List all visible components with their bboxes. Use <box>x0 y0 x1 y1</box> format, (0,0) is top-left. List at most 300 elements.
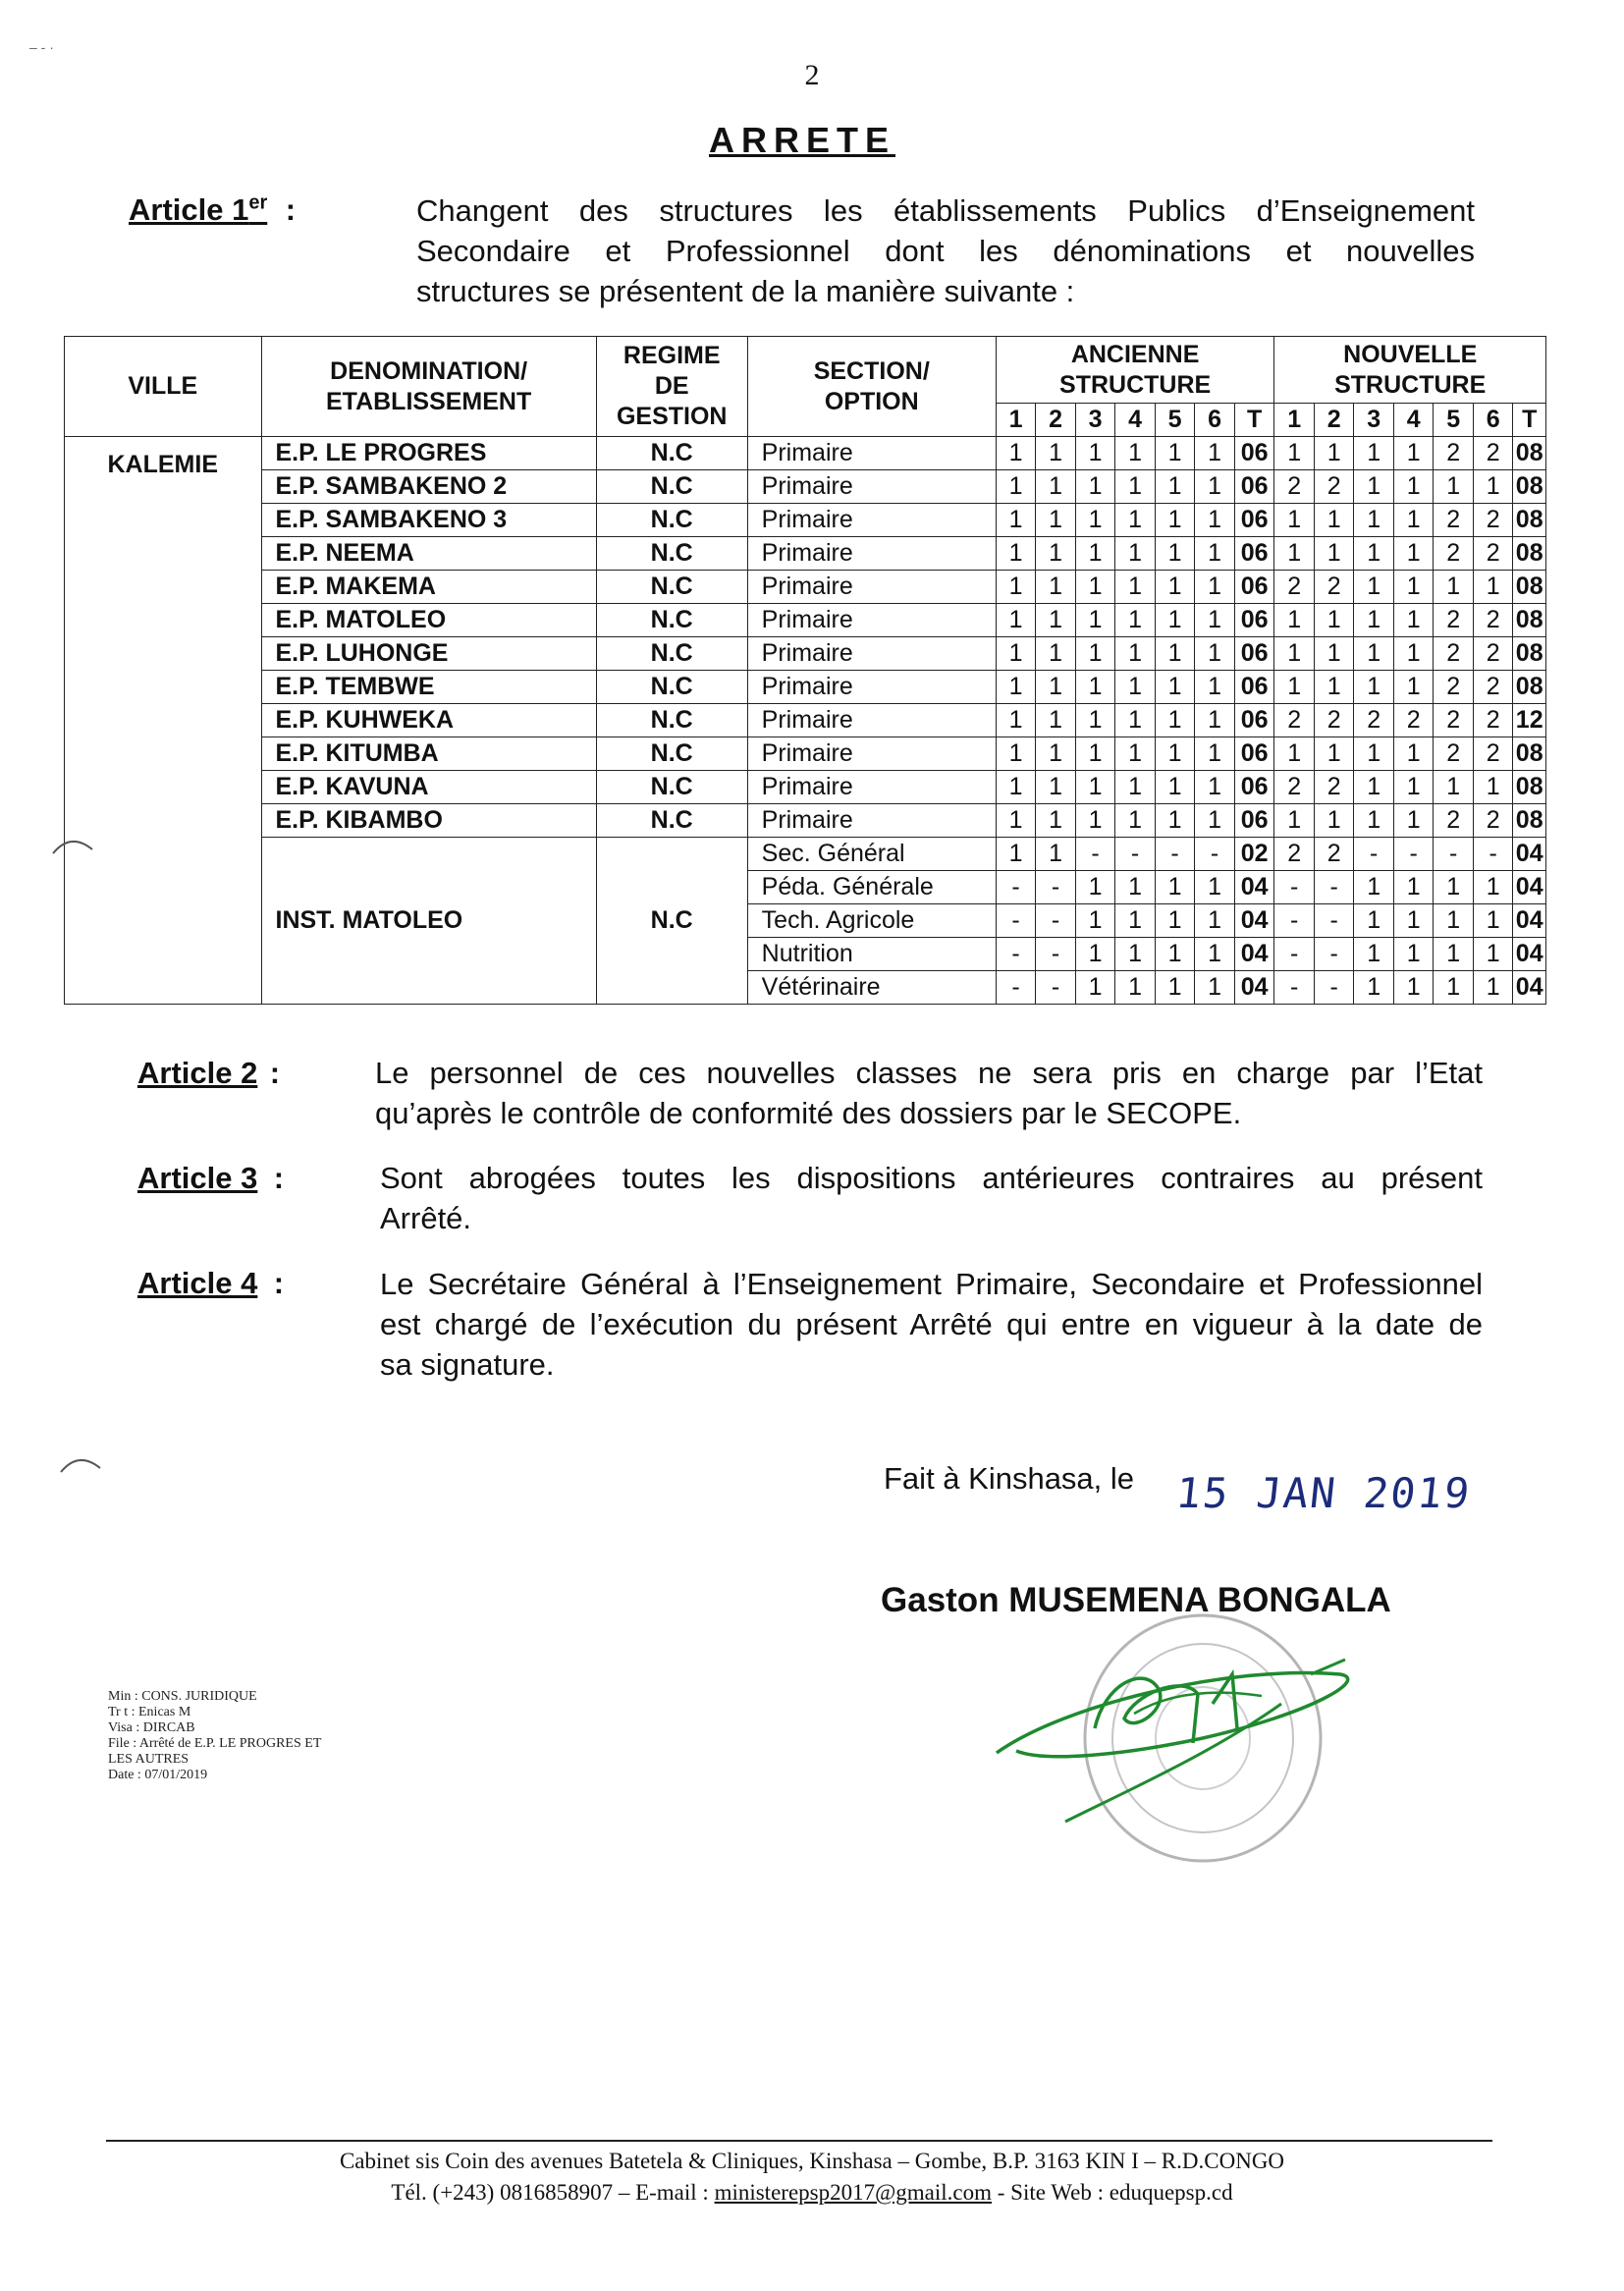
article-2-text <box>375 1053 1483 1133</box>
meta-line: Tr t : Enicas M <box>108 1705 191 1719</box>
article-4-heading <box>137 1266 284 1301</box>
old-year-5: 1 <box>1155 971 1195 1005</box>
new-year-2: 1 <box>1314 604 1354 637</box>
old-year-2: 1 <box>1036 637 1076 671</box>
old-year-3: 1 <box>1075 571 1115 604</box>
table-row <box>65 637 1546 671</box>
article-3-colon: : <box>273 1161 285 1195</box>
regime-cell: N.C <box>596 470 747 504</box>
old-year-3: 1 <box>1075 737 1115 771</box>
footer-address: Cabinet sis Coin des avenues Batetela & Cliniques, Kinshasa – Gombe, B.P. 3163 KIN I – R.D.CONGO <box>339 2149 1285 2173</box>
new-year-4: - <box>1393 838 1434 871</box>
old-year-5: 1 <box>1155 704 1195 737</box>
new-year-5: 2 <box>1434 604 1474 637</box>
new-year-2: 2 <box>1314 571 1354 604</box>
header-denomination: DENOMINATION/ ETABLISSEMENT <box>261 337 596 437</box>
old-year-2: 1 <box>1036 804 1076 838</box>
new-total: 12 <box>1513 704 1546 737</box>
new-year-1: 2 <box>1274 771 1315 804</box>
article-3-line: Sont abrogées toutes les dispositions antérieures contraires au présent <box>380 1161 1483 1195</box>
old-year-6: 1 <box>1195 671 1235 704</box>
section-cell: Primaire <box>747 671 996 704</box>
establishment-name: E.P. KITUMBA <box>261 737 596 771</box>
new-year-3: 1 <box>1354 637 1394 671</box>
old-year-5: 1 <box>1155 537 1195 571</box>
old-year-5: 1 <box>1155 637 1195 671</box>
new-year-3: 2 <box>1354 704 1394 737</box>
old-year-1: 1 <box>996 504 1036 537</box>
old-year-1: 1 <box>996 704 1036 737</box>
new-total: 08 <box>1513 771 1546 804</box>
ancienne-col-4: 4 <box>1115 404 1156 437</box>
new-year-1: 1 <box>1274 437 1315 470</box>
new-total: 08 <box>1513 804 1546 838</box>
option-cell: Tech. Agricole <box>747 904 996 938</box>
new-year-3: 1 <box>1354 571 1394 604</box>
old-year-4: - <box>1115 838 1156 871</box>
structures-table <box>64 336 1546 1005</box>
old-year-3: 1 <box>1075 804 1115 838</box>
old-year-4: 1 <box>1115 637 1156 671</box>
establishment-name: E.P. NEEMA <box>261 537 596 571</box>
old-year-6: 1 <box>1195 604 1235 637</box>
old-year-2: 1 <box>1036 737 1076 771</box>
new-year-4: 1 <box>1393 971 1434 1005</box>
new-year-2: 1 <box>1314 804 1354 838</box>
regime-cell: N.C <box>596 804 747 838</box>
article-2-line: qu’après le contrôle de conformité des dossiers par le SECOPE. <box>375 1096 1242 1130</box>
establishment-name: E.P. LE PROGRES <box>261 437 596 470</box>
old-year-1: 1 <box>996 737 1036 771</box>
new-year-4: 1 <box>1393 571 1434 604</box>
meta-line: Min : CONS. JURIDIQUE <box>108 1689 257 1704</box>
new-year-6: 2 <box>1473 604 1513 637</box>
meta-line: Date : 07/01/2019 <box>108 1768 208 1782</box>
article-3-heading <box>137 1161 284 1196</box>
section-cell: Primaire <box>747 470 996 504</box>
nouvelle-col-2: 2 <box>1314 404 1354 437</box>
old-year-1: 1 <box>996 637 1036 671</box>
old-year-4: 1 <box>1115 871 1156 904</box>
regime-cell: N.C <box>596 704 747 737</box>
new-year-2: - <box>1314 904 1354 938</box>
article-1-line: Secondaire et Professionnel dont les dénominations et nouvelles <box>416 234 1475 268</box>
table-row <box>65 737 1546 771</box>
old-year-3: - <box>1075 838 1115 871</box>
new-year-5: 1 <box>1434 938 1474 971</box>
establishment-name: E.P. KUHWEKA <box>261 704 596 737</box>
old-year-1: 1 <box>996 671 1036 704</box>
nouvelle-col-1: 1 <box>1274 404 1315 437</box>
new-year-3: 1 <box>1354 938 1394 971</box>
new-year-1: 1 <box>1274 504 1315 537</box>
old-year-6: 1 <box>1195 938 1235 971</box>
table-row <box>65 470 1546 504</box>
new-year-5: 2 <box>1434 704 1474 737</box>
nouvelle-col-6: 6 <box>1473 404 1513 437</box>
stamp-date: 15 JAN 2019 <box>1173 1469 1474 1517</box>
old-year-6: 1 <box>1195 737 1235 771</box>
old-total: 06 <box>1234 470 1274 504</box>
new-year-4: 1 <box>1393 604 1434 637</box>
new-total: 08 <box>1513 537 1546 571</box>
old-year-2: 1 <box>1036 437 1076 470</box>
new-year-3: 1 <box>1354 804 1394 838</box>
old-year-2: 1 <box>1036 470 1076 504</box>
old-year-2: 1 <box>1036 504 1076 537</box>
meta-line: LES AUTRES <box>108 1752 189 1767</box>
old-year-6: 1 <box>1195 904 1235 938</box>
old-year-3: 1 <box>1075 704 1115 737</box>
regime-cell: N.C <box>596 637 747 671</box>
table-row <box>65 504 1546 537</box>
old-year-4: 1 <box>1115 904 1156 938</box>
new-year-4: 1 <box>1393 804 1434 838</box>
new-year-3: 1 <box>1354 470 1394 504</box>
new-year-4: 1 <box>1393 470 1434 504</box>
new-year-2: 1 <box>1314 671 1354 704</box>
section-cell: Primaire <box>747 604 996 637</box>
old-year-5: - <box>1155 838 1195 871</box>
new-year-6: 1 <box>1473 971 1513 1005</box>
new-year-3: 1 <box>1354 871 1394 904</box>
new-year-4: 1 <box>1393 671 1434 704</box>
old-year-1: 1 <box>996 804 1036 838</box>
new-year-6: 2 <box>1473 637 1513 671</box>
new-year-4: 1 <box>1393 871 1434 904</box>
old-year-6: 1 <box>1195 437 1235 470</box>
article-1-label: Article 1er <box>129 192 268 228</box>
footer-divider <box>106 2140 1492 2142</box>
table-row <box>65 604 1546 637</box>
old-year-5: 1 <box>1155 571 1195 604</box>
header-section: SECTION/ OPTION <box>747 337 996 437</box>
article-1-line: Changent des structures les établissements Publics d’Enseignement <box>416 193 1475 228</box>
new-year-1: 1 <box>1274 671 1315 704</box>
new-year-1: 2 <box>1274 838 1315 871</box>
old-year-3: 1 <box>1075 604 1115 637</box>
old-total: 06 <box>1234 604 1274 637</box>
ancienne-col-T: T <box>1234 404 1274 437</box>
new-year-6: 1 <box>1473 571 1513 604</box>
old-year-5: 1 <box>1155 671 1195 704</box>
article-1-heading <box>129 192 296 228</box>
new-year-2: - <box>1314 971 1354 1005</box>
new-year-1: 1 <box>1274 604 1315 637</box>
option-cell: Sec. Général <box>747 838 996 871</box>
old-year-5: 1 <box>1155 504 1195 537</box>
new-total: 08 <box>1513 470 1546 504</box>
new-year-5: 1 <box>1434 470 1474 504</box>
old-total: 06 <box>1234 704 1274 737</box>
new-year-5: 2 <box>1434 537 1474 571</box>
old-year-4: 1 <box>1115 504 1156 537</box>
table-row <box>65 838 1546 871</box>
new-year-1: - <box>1274 904 1315 938</box>
new-year-6: 1 <box>1473 871 1513 904</box>
old-year-2: 1 <box>1036 537 1076 571</box>
new-year-6: 2 <box>1473 504 1513 537</box>
option-cell: Vétérinaire <box>747 971 996 1005</box>
article-4-line: est chargé de l’exécution du présent Arrêté qui entre en vigueur à la date de <box>380 1307 1483 1341</box>
old-year-4: 1 <box>1115 537 1156 571</box>
old-year-3: 1 <box>1075 470 1115 504</box>
old-year-4: 1 <box>1115 470 1156 504</box>
section-cell: Primaire <box>747 537 996 571</box>
regime-cell: N.C <box>596 737 747 771</box>
new-year-2: 1 <box>1314 637 1354 671</box>
place-date-text: Fait à Kinshasa, le <box>884 1461 1135 1496</box>
new-year-5: 1 <box>1434 904 1474 938</box>
article-4-line: Le Secrétaire Général à l’Enseignement Primaire, Secondaire et Professionnel <box>380 1267 1483 1301</box>
old-total: 06 <box>1234 737 1274 771</box>
old-year-4: 1 <box>1115 804 1156 838</box>
old-year-4: 1 <box>1115 737 1156 771</box>
section-cell: Primaire <box>747 804 996 838</box>
new-year-6: 1 <box>1473 470 1513 504</box>
ancienne-col-5: 5 <box>1155 404 1195 437</box>
old-year-2: - <box>1036 938 1076 971</box>
article-1-sup: er <box>248 192 268 214</box>
punch-hole-mark <box>49 830 98 859</box>
old-year-1: - <box>996 938 1036 971</box>
old-total: 02 <box>1234 838 1274 871</box>
old-year-3: 1 <box>1075 504 1115 537</box>
new-year-6: 2 <box>1473 804 1513 838</box>
new-year-6: 2 <box>1473 737 1513 771</box>
old-year-2: - <box>1036 971 1076 1005</box>
new-year-5: 2 <box>1434 804 1474 838</box>
section-cell: Primaire <box>747 571 996 604</box>
section-cell: Primaire <box>747 637 996 671</box>
new-year-4: 1 <box>1393 637 1434 671</box>
new-year-5: 1 <box>1434 871 1474 904</box>
establishment-name: E.P. MATOLEO <box>261 604 596 637</box>
new-year-3: 1 <box>1354 671 1394 704</box>
old-year-5: 1 <box>1155 737 1195 771</box>
old-year-2: 1 <box>1036 838 1076 871</box>
meta-line: File : Arrêté de E.P. LE PROGRES ET <box>108 1736 322 1751</box>
old-year-1: - <box>996 871 1036 904</box>
nouvelle-col-5: 5 <box>1434 404 1474 437</box>
regime-cell: N.C <box>596 838 747 1005</box>
header-nouvelle-structure: NOUVELLE STRUCTURE <box>1274 337 1546 404</box>
new-year-1: 2 <box>1274 470 1315 504</box>
new-year-4: 1 <box>1393 537 1434 571</box>
old-total: 06 <box>1234 804 1274 838</box>
old-total: 06 <box>1234 671 1274 704</box>
table-row <box>65 704 1546 737</box>
old-year-1: - <box>996 904 1036 938</box>
new-year-4: 1 <box>1393 737 1434 771</box>
new-year-3: 1 <box>1354 504 1394 537</box>
old-year-1: - <box>996 971 1036 1005</box>
new-year-1: - <box>1274 938 1315 971</box>
regime-cell: N.C <box>596 604 747 637</box>
old-year-1: 1 <box>996 571 1036 604</box>
old-year-3: 1 <box>1075 904 1115 938</box>
section-cell: Primaire <box>747 504 996 537</box>
old-year-5: 1 <box>1155 804 1195 838</box>
old-total: 06 <box>1234 571 1274 604</box>
article-3-label: Article 3 <box>137 1161 258 1195</box>
old-year-5: 1 <box>1155 437 1195 470</box>
old-year-2: 1 <box>1036 704 1076 737</box>
new-total: 08 <box>1513 504 1546 537</box>
new-year-6: 2 <box>1473 671 1513 704</box>
new-year-1: 1 <box>1274 537 1315 571</box>
new-year-6: - <box>1473 838 1513 871</box>
punch-hole-mark <box>57 1448 106 1478</box>
new-year-4: 1 <box>1393 904 1434 938</box>
ancienne-col-1: 1 <box>996 404 1036 437</box>
new-year-3: 1 <box>1354 437 1394 470</box>
new-total: 04 <box>1513 904 1546 938</box>
new-total: 08 <box>1513 637 1546 671</box>
old-year-4: 1 <box>1115 771 1156 804</box>
footer-email-link[interactable]: ministerepsp2017@gmail.com <box>714 2180 993 2205</box>
new-total: 04 <box>1513 938 1546 971</box>
old-total: 06 <box>1234 537 1274 571</box>
old-year-6: 1 <box>1195 771 1235 804</box>
new-year-1: 2 <box>1274 704 1315 737</box>
old-year-6: 1 <box>1195 804 1235 838</box>
new-total: 04 <box>1513 871 1546 904</box>
old-year-6: 1 <box>1195 504 1235 537</box>
new-year-5: 2 <box>1434 637 1474 671</box>
regime-cell: N.C <box>596 537 747 571</box>
article-4-text <box>380 1264 1483 1385</box>
old-total: 06 <box>1234 437 1274 470</box>
new-year-1: 1 <box>1274 737 1315 771</box>
old-year-2: 1 <box>1036 604 1076 637</box>
new-year-1: - <box>1274 871 1315 904</box>
option-cell: Nutrition <box>747 938 996 971</box>
ancienne-col-3: 3 <box>1075 404 1115 437</box>
new-year-4: 1 <box>1393 504 1434 537</box>
old-year-6: 1 <box>1195 704 1235 737</box>
establishment-name: E.P. SAMBAKENO 2 <box>261 470 596 504</box>
old-year-3: 1 <box>1075 871 1115 904</box>
section-cell: Primaire <box>747 771 996 804</box>
new-year-3: 1 <box>1354 737 1394 771</box>
establishment-name: E.P. MAKEMA <box>261 571 596 604</box>
document-metadata <box>108 1689 321 1783</box>
header-ville: VILLE <box>65 337 262 437</box>
article-2-label: Article 2 <box>137 1056 258 1090</box>
old-year-3: 1 <box>1075 437 1115 470</box>
old-year-2: - <box>1036 871 1076 904</box>
new-year-2: 1 <box>1314 737 1354 771</box>
scan-mark: – ‐ · <box>29 39 54 55</box>
footer-contact <box>0 2180 1624 2206</box>
old-total: 04 <box>1234 871 1274 904</box>
article-3-text <box>380 1158 1483 1238</box>
new-total: 08 <box>1513 571 1546 604</box>
old-year-6: 1 <box>1195 637 1235 671</box>
section-cell: Primaire <box>747 704 996 737</box>
new-year-4: 1 <box>1393 771 1434 804</box>
old-year-2: 1 <box>1036 671 1076 704</box>
old-year-6: - <box>1195 838 1235 871</box>
ville-cell: KALEMIE <box>65 437 262 1005</box>
old-year-6: 1 <box>1195 971 1235 1005</box>
new-year-3: 1 <box>1354 971 1394 1005</box>
article-1-line: structures se présentent de la manière suivante : <box>416 274 1075 308</box>
article-2-colon: : <box>269 1056 281 1090</box>
new-year-2: 2 <box>1314 470 1354 504</box>
meta-line: Visa : DIRCAB <box>108 1720 195 1735</box>
page-number: 2 <box>804 59 820 91</box>
new-year-2: - <box>1314 871 1354 904</box>
old-year-1: 1 <box>996 838 1036 871</box>
old-year-5: 1 <box>1155 904 1195 938</box>
new-year-2: - <box>1314 938 1354 971</box>
handwritten-signature <box>987 1635 1380 1831</box>
regime-cell: N.C <box>596 771 747 804</box>
new-year-6: 1 <box>1473 938 1513 971</box>
new-year-5: 2 <box>1434 504 1474 537</box>
old-year-4: 1 <box>1115 971 1156 1005</box>
signer-name: Gaston MUSEMENA BONGALA <box>881 1581 1391 1619</box>
new-year-1: - <box>1274 971 1315 1005</box>
old-year-6: 1 <box>1195 571 1235 604</box>
new-year-4: 1 <box>1393 938 1434 971</box>
old-total: 06 <box>1234 637 1274 671</box>
new-year-3: 1 <box>1354 904 1394 938</box>
new-year-4: 1 <box>1393 437 1434 470</box>
new-year-1: 1 <box>1274 804 1315 838</box>
old-year-5: 1 <box>1155 470 1195 504</box>
old-year-5: 1 <box>1155 871 1195 904</box>
new-year-3: 1 <box>1354 771 1394 804</box>
new-year-6: 2 <box>1473 704 1513 737</box>
old-year-3: 1 <box>1075 671 1115 704</box>
new-year-1: 2 <box>1274 571 1315 604</box>
article-1-text <box>416 191 1475 311</box>
regime-cell: N.C <box>596 671 747 704</box>
new-year-4: 2 <box>1393 704 1434 737</box>
old-year-3: 1 <box>1075 971 1115 1005</box>
old-year-1: 1 <box>996 470 1036 504</box>
new-year-2: 1 <box>1314 537 1354 571</box>
old-year-6: 1 <box>1195 871 1235 904</box>
section-cell: Primaire <box>747 437 996 470</box>
article-2-heading <box>137 1056 280 1091</box>
ancienne-col-6: 6 <box>1195 404 1235 437</box>
regime-cell: N.C <box>596 437 747 470</box>
old-total: 06 <box>1234 504 1274 537</box>
article-1-colon: : <box>285 192 297 228</box>
nouvelle-col-3: 3 <box>1354 404 1394 437</box>
old-year-6: 1 <box>1195 470 1235 504</box>
table-row <box>65 437 1546 470</box>
nouvelle-col-T: T <box>1513 404 1546 437</box>
header-regime: REGIME DE GESTION <box>596 337 747 437</box>
old-total: 04 <box>1234 904 1274 938</box>
old-year-5: 1 <box>1155 604 1195 637</box>
new-year-3: 1 <box>1354 537 1394 571</box>
old-year-5: 1 <box>1155 938 1195 971</box>
institute-name: INST. MATOLEO <box>261 838 596 1005</box>
old-total: 04 <box>1234 971 1274 1005</box>
old-year-4: 1 <box>1115 437 1156 470</box>
new-year-3: 1 <box>1354 604 1394 637</box>
table-row <box>65 537 1546 571</box>
new-year-6: 1 <box>1473 771 1513 804</box>
new-total: 08 <box>1513 737 1546 771</box>
new-total: 08 <box>1513 437 1546 470</box>
